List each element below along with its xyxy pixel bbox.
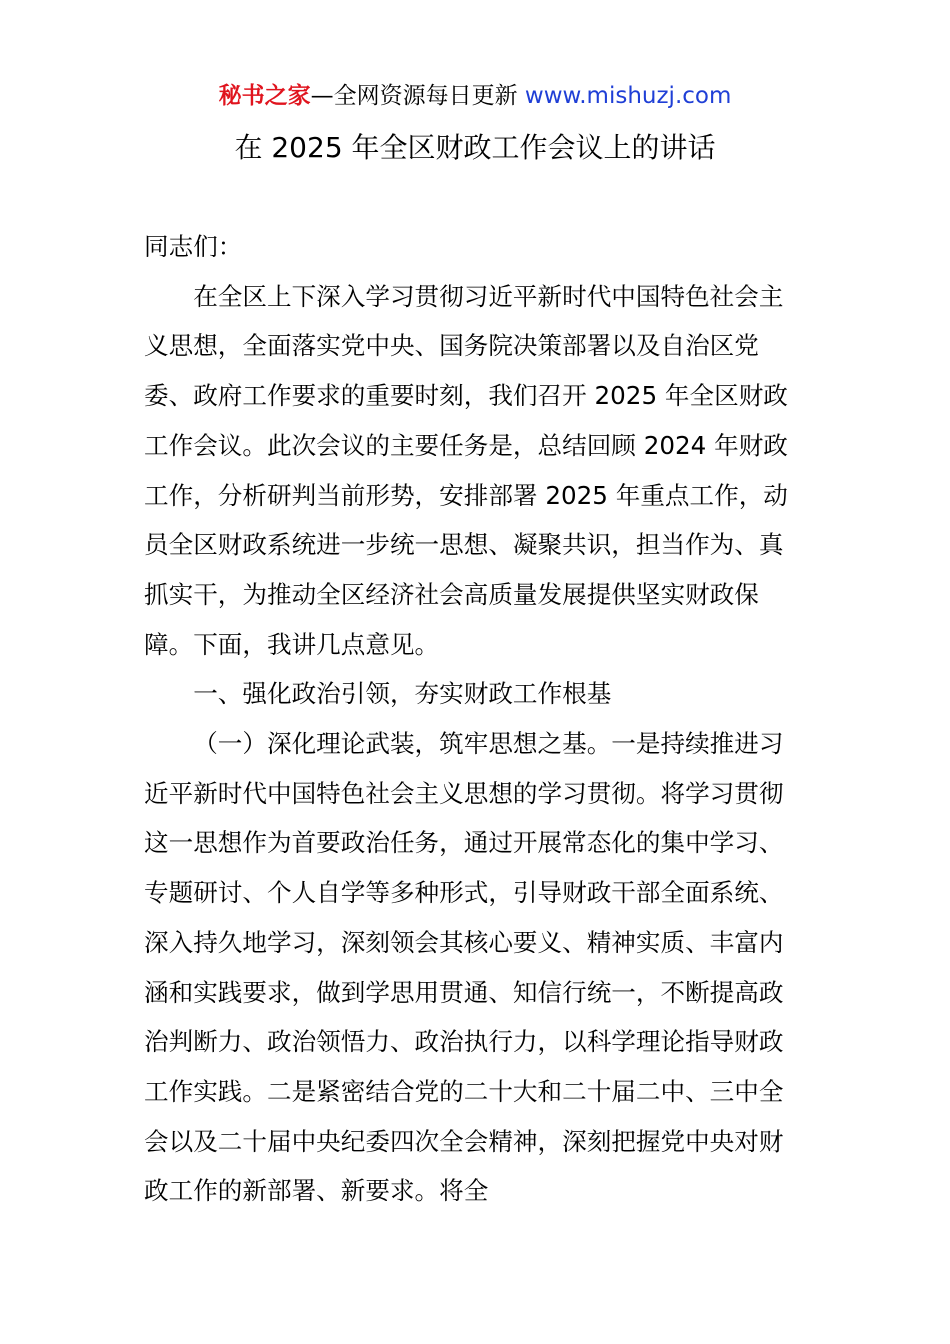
document-body	[144, 222, 808, 1216]
salutation: 同志们：	[144, 232, 243, 261]
site-brand: 秘书之家	[218, 83, 311, 109]
site-tagline: —全网资源每日更新	[310, 83, 525, 109]
section-heading: 一、强化政治引领，夯实财政工作根基	[193, 679, 612, 709]
document-title: 在 2025 年全区财政工作会议上的讲话	[234, 131, 716, 164]
paragraph-intro: 在全区上下深入学习贯彻习近平新时代中国特色社会主义思想，全面落实党中央、国务院决策部署以及自治区党委、政府工作要求的重要时刻，我们召开 2025 年全区财政工作会议。此次会议的主要任务是，总结回顾 2024 年财政工作，分析研判当前形势，安排部署 2025 年重点工作，动员全区财政系统进一步统一思想、凝聚共识，担当作为、真抓实干，为推动全区经济社会高质量发展提供坚实财政保障。下面，我讲几点意见。	[144, 281, 788, 659]
site-url-link[interactable]: www.mishuzj.com	[524, 83, 732, 109]
site-header	[0, 80, 950, 112]
paragraph-subsection-1: （一）深化理论武装，筑牢思想之基。一是持续推进习近平新时代中国特色社会主义思想的学习贯彻。将学习贯彻这一思想作为首要政治任务，通过开展常态化的集中学习、专题研讨、个人自学等多种形式，引导财政干部全面系统、深入持久地学习，深刻领会其核心要义、精神实质、丰富内涵和实践要求，做到学思用贯通、知信行统一，不断提高政治判断力、政治领悟力、政治执行力，以科学理论指导财政工作实践。二是紧密结合党的二十大和二十届二中、三中全会以及二十届中央纪委四次全会精神，深刻把握党中央对财政工作的新部署、新要求。将全	[144, 729, 784, 1206]
